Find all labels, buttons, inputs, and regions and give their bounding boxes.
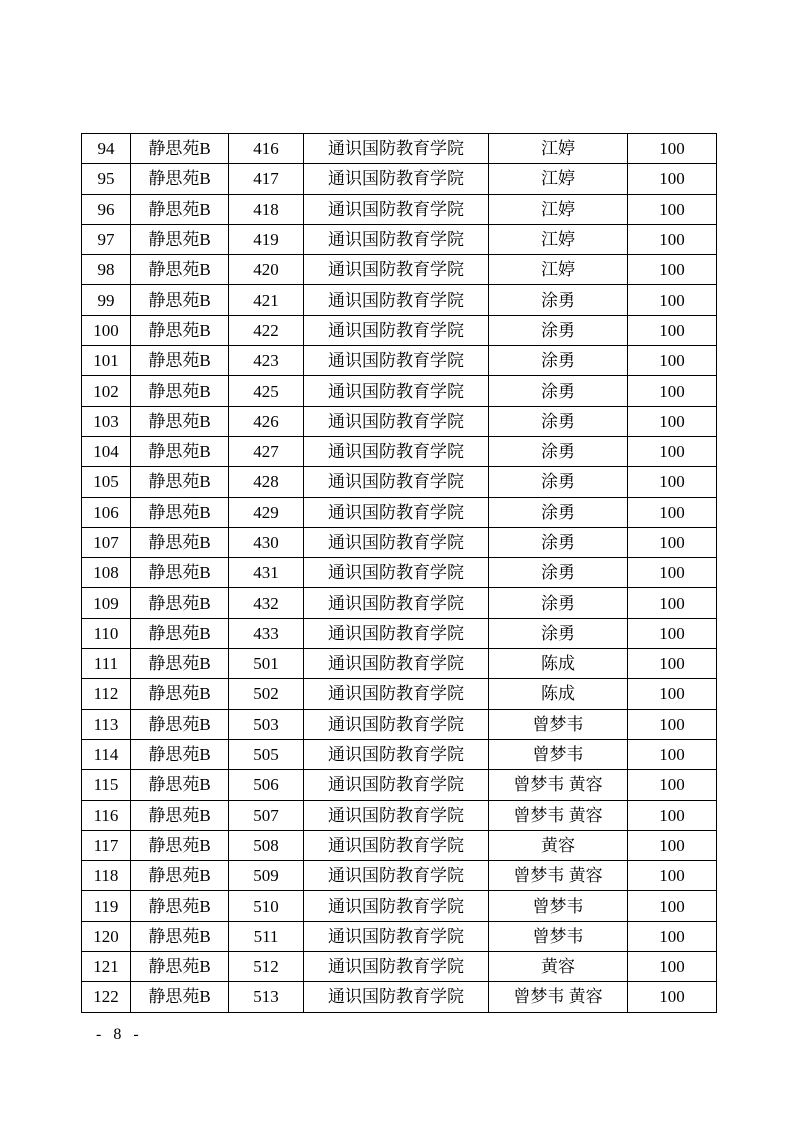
- score-cell: 100: [628, 830, 717, 860]
- college-cell: 通识国防教育学院: [304, 921, 489, 951]
- row-number-cell: 106: [82, 497, 131, 527]
- college-cell: 通识国防教育学院: [304, 255, 489, 285]
- table-row: [82, 497, 717, 527]
- staff-cell: 涂勇: [489, 285, 628, 315]
- row-number-cell: 104: [82, 436, 131, 466]
- room-cell: 505: [229, 739, 304, 769]
- row-number-cell: 96: [82, 194, 131, 224]
- college-cell: 通识国防教育学院: [304, 952, 489, 982]
- room-cell: 427: [229, 436, 304, 466]
- building-cell: 静思苑B: [131, 164, 229, 194]
- staff-cell: 江婷: [489, 134, 628, 164]
- row-number-cell: 108: [82, 558, 131, 588]
- staff-cell: 黄容: [489, 830, 628, 860]
- table-row: [82, 194, 717, 224]
- staff-cell: 涂勇: [489, 558, 628, 588]
- room-cell: 511: [229, 921, 304, 951]
- row-number-cell: 114: [82, 739, 131, 769]
- score-cell: 100: [628, 952, 717, 982]
- row-number-cell: 101: [82, 346, 131, 376]
- staff-cell: 陈成: [489, 679, 628, 709]
- building-cell: 静思苑B: [131, 224, 229, 254]
- staff-cell: 曾梦韦: [489, 891, 628, 921]
- score-cell: 100: [628, 739, 717, 769]
- row-number-cell: 100: [82, 315, 131, 345]
- college-cell: 通识国防教育学院: [304, 467, 489, 497]
- room-cell: 503: [229, 709, 304, 739]
- room-cell: 506: [229, 770, 304, 800]
- score-cell: 100: [628, 527, 717, 557]
- room-cell: 431: [229, 558, 304, 588]
- table-row: [82, 376, 717, 406]
- room-cell: 433: [229, 618, 304, 648]
- staff-cell: 曾梦韦 黄容: [489, 982, 628, 1012]
- room-cell: 423: [229, 346, 304, 376]
- page-number: - 8 -: [96, 1026, 143, 1043]
- building-cell: 静思苑B: [131, 376, 229, 406]
- staff-cell: 涂勇: [489, 346, 628, 376]
- college-cell: 通识国防教育学院: [304, 830, 489, 860]
- room-cell: 509: [229, 861, 304, 891]
- score-cell: 100: [628, 346, 717, 376]
- row-number-cell: 95: [82, 164, 131, 194]
- college-cell: 通识国防教育学院: [304, 739, 489, 769]
- row-number-cell: 118: [82, 861, 131, 891]
- row-number-cell: 102: [82, 376, 131, 406]
- building-cell: 静思苑B: [131, 618, 229, 648]
- score-cell: 100: [628, 618, 717, 648]
- table-row: [82, 134, 717, 164]
- row-number-cell: 113: [82, 709, 131, 739]
- staff-cell: 涂勇: [489, 436, 628, 466]
- room-cell: 422: [229, 315, 304, 345]
- score-cell: 100: [628, 861, 717, 891]
- score-cell: 100: [628, 921, 717, 951]
- row-number-cell: 105: [82, 467, 131, 497]
- building-cell: 静思苑B: [131, 255, 229, 285]
- row-number-cell: 94: [82, 134, 131, 164]
- row-number-cell: 109: [82, 588, 131, 618]
- staff-cell: 涂勇: [489, 588, 628, 618]
- table-row: [82, 467, 717, 497]
- staff-cell: 曾梦韦: [489, 921, 628, 951]
- table-row: [82, 346, 717, 376]
- room-cell: 419: [229, 224, 304, 254]
- row-number-cell: 97: [82, 224, 131, 254]
- building-cell: 静思苑B: [131, 952, 229, 982]
- score-cell: 100: [628, 406, 717, 436]
- table-row: [82, 406, 717, 436]
- staff-cell: 曾梦韦 黄容: [489, 861, 628, 891]
- score-cell: 100: [628, 558, 717, 588]
- room-cell: 418: [229, 194, 304, 224]
- college-cell: 通识国防教育学院: [304, 497, 489, 527]
- building-cell: 静思苑B: [131, 709, 229, 739]
- row-number-cell: 110: [82, 618, 131, 648]
- building-cell: 静思苑B: [131, 134, 229, 164]
- building-cell: 静思苑B: [131, 436, 229, 466]
- table-row: [82, 739, 717, 769]
- building-cell: 静思苑B: [131, 467, 229, 497]
- score-cell: 100: [628, 497, 717, 527]
- row-number-cell: 117: [82, 830, 131, 860]
- score-cell: 100: [628, 436, 717, 466]
- score-cell: 100: [628, 164, 717, 194]
- college-cell: 通识国防教育学院: [304, 164, 489, 194]
- row-number-cell: 122: [82, 982, 131, 1012]
- table-row: [82, 770, 717, 800]
- room-cell: 508: [229, 830, 304, 860]
- staff-cell: 曾梦韦 黄容: [489, 770, 628, 800]
- score-cell: 100: [628, 194, 717, 224]
- room-cell: 420: [229, 255, 304, 285]
- building-cell: 静思苑B: [131, 891, 229, 921]
- table-row: [82, 709, 717, 739]
- table-row: [82, 558, 717, 588]
- college-cell: 通识国防教育学院: [304, 194, 489, 224]
- college-cell: 通识国防教育学院: [304, 346, 489, 376]
- college-cell: 通识国防教育学院: [304, 224, 489, 254]
- college-cell: 通识国防教育学院: [304, 285, 489, 315]
- building-cell: 静思苑B: [131, 406, 229, 436]
- table-row: [82, 285, 717, 315]
- table-row: [82, 224, 717, 254]
- room-cell: 501: [229, 649, 304, 679]
- score-cell: 100: [628, 709, 717, 739]
- building-cell: 静思苑B: [131, 679, 229, 709]
- building-cell: 静思苑B: [131, 346, 229, 376]
- building-cell: 静思苑B: [131, 315, 229, 345]
- table-row: [82, 436, 717, 466]
- college-cell: 通识国防教育学院: [304, 527, 489, 557]
- room-cell: 429: [229, 497, 304, 527]
- staff-cell: 涂勇: [489, 527, 628, 557]
- row-number-cell: 103: [82, 406, 131, 436]
- building-cell: 静思苑B: [131, 649, 229, 679]
- row-number-cell: 112: [82, 679, 131, 709]
- building-cell: 静思苑B: [131, 497, 229, 527]
- room-cell: 513: [229, 982, 304, 1012]
- staff-cell: 涂勇: [489, 406, 628, 436]
- table-row: [82, 527, 717, 557]
- staff-cell: 江婷: [489, 255, 628, 285]
- table-row: [82, 861, 717, 891]
- staff-cell: 涂勇: [489, 315, 628, 345]
- college-cell: 通识国防教育学院: [304, 709, 489, 739]
- room-cell: 428: [229, 467, 304, 497]
- dorm-inspection-table: [81, 133, 717, 1013]
- room-cell: 502: [229, 679, 304, 709]
- staff-cell: 陈成: [489, 649, 628, 679]
- table-row: [82, 800, 717, 830]
- score-cell: 100: [628, 800, 717, 830]
- staff-cell: 江婷: [489, 164, 628, 194]
- college-cell: 通识国防教育学院: [304, 891, 489, 921]
- room-cell: 507: [229, 800, 304, 830]
- building-cell: 静思苑B: [131, 285, 229, 315]
- room-cell: 421: [229, 285, 304, 315]
- college-cell: 通识国防教育学院: [304, 982, 489, 1012]
- staff-cell: 涂勇: [489, 376, 628, 406]
- score-cell: 100: [628, 285, 717, 315]
- room-cell: 426: [229, 406, 304, 436]
- row-number-cell: 121: [82, 952, 131, 982]
- building-cell: 静思苑B: [131, 588, 229, 618]
- table-body: [82, 134, 717, 1013]
- row-number-cell: 120: [82, 921, 131, 951]
- score-cell: 100: [628, 891, 717, 921]
- table-row: [82, 618, 717, 648]
- staff-cell: 曾梦韦 黄容: [489, 800, 628, 830]
- staff-cell: 曾梦韦: [489, 739, 628, 769]
- college-cell: 通识国防教育学院: [304, 376, 489, 406]
- row-number-cell: 116: [82, 800, 131, 830]
- college-cell: 通识国防教育学院: [304, 315, 489, 345]
- building-cell: 静思苑B: [131, 800, 229, 830]
- college-cell: 通识国防教育学院: [304, 770, 489, 800]
- score-cell: 100: [628, 467, 717, 497]
- room-cell: 510: [229, 891, 304, 921]
- building-cell: 静思苑B: [131, 982, 229, 1012]
- room-cell: 430: [229, 527, 304, 557]
- row-number-cell: 115: [82, 770, 131, 800]
- table-row: [82, 164, 717, 194]
- building-cell: 静思苑B: [131, 739, 229, 769]
- score-cell: 100: [628, 982, 717, 1012]
- staff-cell: 涂勇: [489, 618, 628, 648]
- score-cell: 100: [628, 255, 717, 285]
- row-number-cell: 111: [82, 649, 131, 679]
- college-cell: 通识国防教育学院: [304, 649, 489, 679]
- room-cell: 432: [229, 588, 304, 618]
- score-cell: 100: [628, 770, 717, 800]
- building-cell: 静思苑B: [131, 921, 229, 951]
- score-cell: 100: [628, 588, 717, 618]
- table-row: [82, 982, 717, 1012]
- room-cell: 425: [229, 376, 304, 406]
- score-cell: 100: [628, 315, 717, 345]
- college-cell: 通识国防教育学院: [304, 588, 489, 618]
- staff-cell: 曾梦韦: [489, 709, 628, 739]
- score-cell: 100: [628, 224, 717, 254]
- room-cell: 417: [229, 164, 304, 194]
- college-cell: 通识国防教育学院: [304, 618, 489, 648]
- college-cell: 通识国防教育学院: [304, 406, 489, 436]
- table-row: [82, 649, 717, 679]
- college-cell: 通识国防教育学院: [304, 800, 489, 830]
- college-cell: 通识国防教育学院: [304, 861, 489, 891]
- staff-cell: 江婷: [489, 194, 628, 224]
- table-row: [82, 830, 717, 860]
- row-number-cell: 98: [82, 255, 131, 285]
- building-cell: 静思苑B: [131, 558, 229, 588]
- table-row: [82, 255, 717, 285]
- building-cell: 静思苑B: [131, 194, 229, 224]
- row-number-cell: 107: [82, 527, 131, 557]
- room-cell: 416: [229, 134, 304, 164]
- row-number-cell: 99: [82, 285, 131, 315]
- score-cell: 100: [628, 376, 717, 406]
- college-cell: 通识国防教育学院: [304, 558, 489, 588]
- building-cell: 静思苑B: [131, 527, 229, 557]
- table-row: [82, 891, 717, 921]
- building-cell: 静思苑B: [131, 861, 229, 891]
- table-row: [82, 952, 717, 982]
- table-row: [82, 679, 717, 709]
- staff-cell: 黄容: [489, 952, 628, 982]
- room-cell: 512: [229, 952, 304, 982]
- staff-cell: 江婷: [489, 224, 628, 254]
- college-cell: 通识国防教育学院: [304, 679, 489, 709]
- college-cell: 通识国防教育学院: [304, 436, 489, 466]
- score-cell: 100: [628, 679, 717, 709]
- college-cell: 通识国防教育学院: [304, 134, 489, 164]
- building-cell: 静思苑B: [131, 770, 229, 800]
- staff-cell: 涂勇: [489, 467, 628, 497]
- row-number-cell: 119: [82, 891, 131, 921]
- table-row: [82, 588, 717, 618]
- table-row: [82, 921, 717, 951]
- score-cell: 100: [628, 649, 717, 679]
- table-row: [82, 315, 717, 345]
- staff-cell: 涂勇: [489, 497, 628, 527]
- score-cell: 100: [628, 134, 717, 164]
- building-cell: 静思苑B: [131, 830, 229, 860]
